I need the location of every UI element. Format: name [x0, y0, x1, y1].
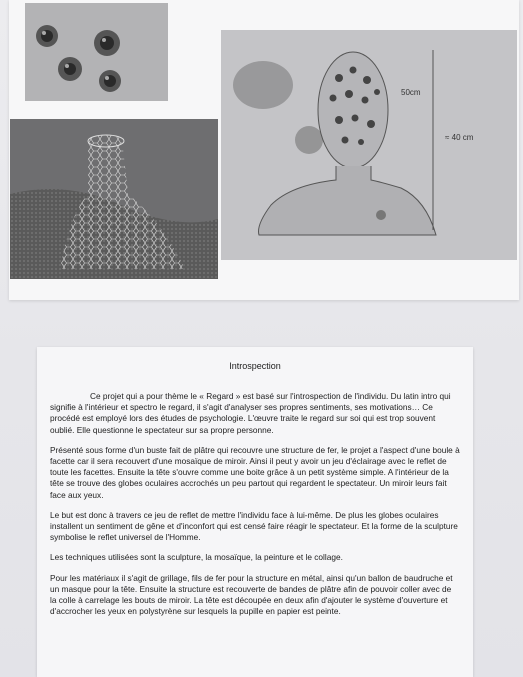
- document-title: Introspection: [229, 361, 281, 371]
- wire-bust-photo: [10, 119, 218, 279]
- sketch-width-label: ≈ 40 cm: [445, 133, 474, 142]
- sketch-height-label: 50cm: [401, 88, 421, 97]
- paragraph-intro: Ce projet qui a pour thème le « Regard » est basé sur l'introspection de l'individu. Du latin intro qui signifie à l'intérieur et spectro le regard, il s'agit d'analyser ses propres sentiments, ses motivations… Ce procédé est employé lors des études de psychologie. L'œuvre traite le regard sur soi qui est trop souvent oublié. Elle questionne le spectateur sur sa propre personne.: [50, 391, 451, 435]
- eyeballs-photo: [25, 3, 168, 101]
- document-body: [50, 391, 460, 626]
- paragraph-techniques: Les techniques utilisées sont la sculpture, la mosaïque, la peinture et le collage.: [50, 552, 343, 563]
- paragraph-goal: Le but est donc à travers ce jeu de reflet de mettre l'individu face à lui-même. De plus les globes oculaires installent un sentiment de gêne et d'inconfort qui est censé faire réagir le spectateur. Et la forme de la sculpture symbolise le reflet universel de l'Homme.: [50, 509, 458, 543]
- paragraph-materials: Pour les matériaux il s'agit de grillage, fils de fer pour la structure en métal, ainsi qu'un ballon de baudruche et un masque pour la tête. Ensuite la structure est recouverte de bandes de plâtre afin de pouvoir coller avec de la colle à carrelage les bouts de miroir. La tête est découpée en deux afin d'ajouter le système d'ouverture et d'accrocher les yeux en polystyrène sur lesquels la pupille en papier est peinte.: [50, 572, 453, 617]
- paragraph-form: Présenté sous forme d'un buste fait de plâtre qui recouvre une structure de fer, le projet a l'aspect d'une boule à facette car il sera recouvert d'une mosaïque de miroir. Ainsi il peut y avoir un jeu d'éclairage avec le reflet de toute les facettes. Ensuite la tête s'ouvre comme une boite grâce à un petit système simple. A l'intérieur de la tête se trouve des globes oculaires accrochés un peu partout qui regardent le spectateur. Un miroir leurs fait face aux yeux.: [50, 444, 460, 500]
- sketch-drawing: [221, 30, 517, 260]
- text-sheet: [37, 347, 473, 677]
